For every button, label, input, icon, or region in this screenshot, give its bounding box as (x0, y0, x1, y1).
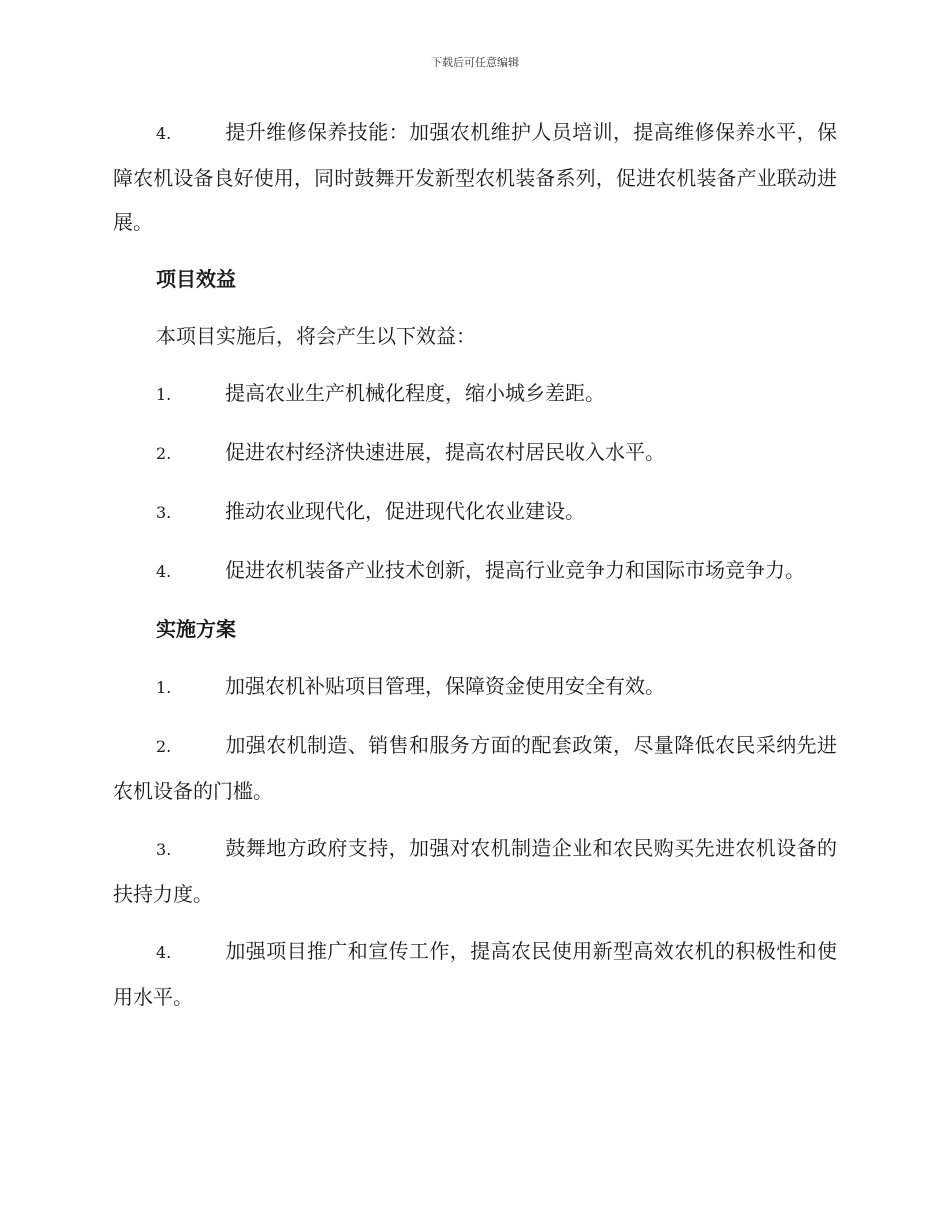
list-item (113, 430, 837, 476)
list-number: 1. (156, 385, 172, 404)
list-item (113, 489, 837, 535)
list-number: 3. (156, 503, 172, 522)
list-number: 2. (156, 737, 172, 756)
list-text: 促进农村经济快速进展，提高农村居民收入水平。 (225, 440, 665, 464)
page-header: 下载后可任意编辑 (431, 56, 519, 69)
list-text: 加强农机制造、销售和服务方面的配套政策，尽量降低农民采纳先进农机设备的门槛。 (113, 733, 837, 803)
list-text: 促进农机装备产业技术创新，提高行业竞争力和国际市场竞争力。 (225, 558, 805, 582)
list-item (113, 723, 837, 813)
list-item (113, 548, 837, 594)
list-text: 加强项目推广和宣传工作，提高农民使用新型高效农机的积极性和使用水平。 (113, 939, 837, 1009)
list-text: 提高农业生产机械化程度，缩小城乡差距。 (225, 381, 605, 405)
list-number: 1. (156, 678, 172, 697)
list-number: 2. (156, 444, 172, 463)
list-text: 加强农机补贴项目管理，保障资金使用安全有效。 (225, 674, 665, 698)
intro-paragraph: 本项目实施后，将会产生以下效益： (156, 324, 476, 348)
list-item (113, 929, 837, 1019)
list-text: 提升维修保养技能：加强农机维护人员培训，提高维修保养水平，保障农机设备良好使用，同时鼓舞开发新型农机装备系列，促进农机装备产业联动进展。 (113, 120, 837, 234)
list-item (113, 371, 837, 417)
list-item (113, 110, 837, 244)
list-number: 4. (156, 562, 172, 581)
list-text: 推动农业现代化，促进现代化农业建设。 (225, 499, 585, 523)
list-number: 4. (156, 124, 172, 143)
list-item (113, 664, 837, 710)
list-item (113, 826, 837, 916)
list-number: 3. (156, 840, 172, 859)
list-text: 鼓舞地方政府支持，加强对农机制造企业和农民购买先进农机设备的扶持力度。 (113, 836, 837, 906)
list-number: 4. (156, 943, 172, 962)
section-heading-benefits: 项目效益 (156, 267, 236, 291)
section-heading-plan: 实施方案 (156, 617, 236, 641)
document-body (113, 110, 837, 1032)
